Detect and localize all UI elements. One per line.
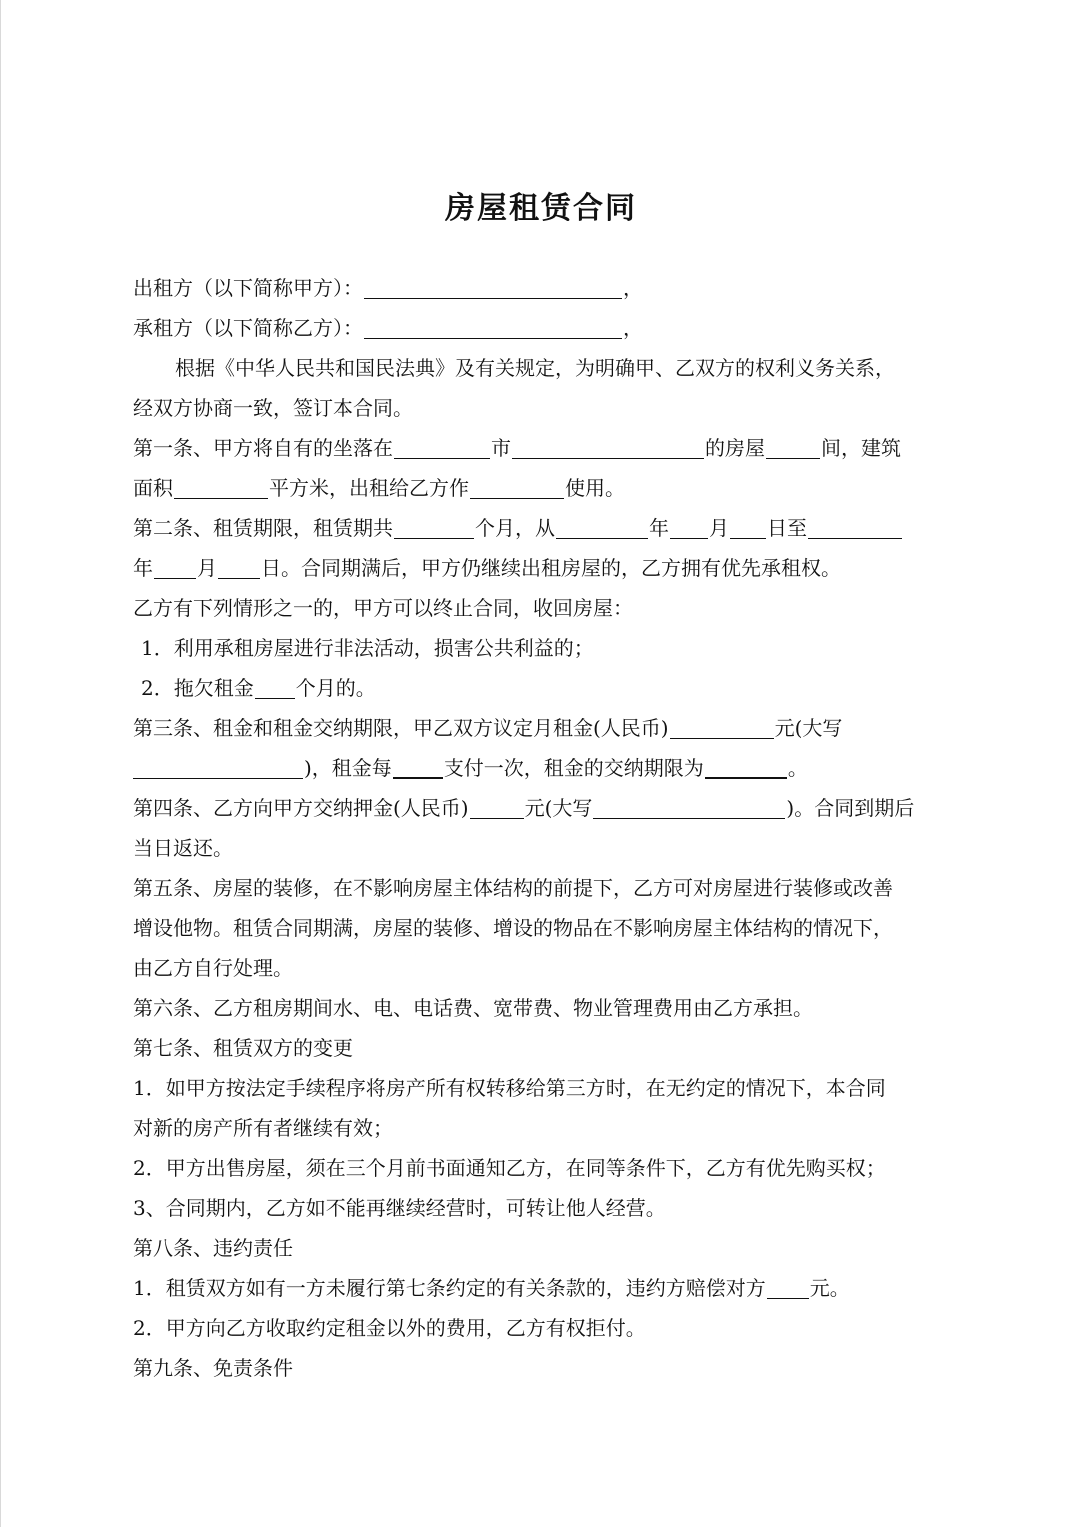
article-3-line-1: [133, 708, 949, 748]
terminate-item-2-text-a: 2．拖欠租金: [141, 676, 254, 700]
article-1-text-3: 的房屋: [705, 436, 765, 460]
article-7-heading: 第七条、租赁双方的变更: [133, 1036, 353, 1060]
article-2-text-7: 月: [197, 556, 217, 580]
article-8-item-1-text-b: 元。: [809, 1276, 850, 1300]
article-2-text-3: 年: [649, 516, 669, 540]
party-a-label: 出租方（以下简称甲方）：: [133, 276, 363, 300]
article-1-line-2: [133, 468, 949, 508]
terminate-item-1: 1．利用承租房屋进行非法活动，损害公共利益的；: [141, 636, 594, 660]
article-6: 第六条、乙方租房期间水、电、电话费、宽带费、物业管理费用由乙方承担。: [133, 996, 813, 1020]
terminate-item-2: [133, 668, 949, 708]
article-1-text-5: 面积: [133, 476, 173, 500]
article-1-text-7: 使用。: [565, 476, 625, 500]
article-4-text-2: 元(大写: [524, 796, 593, 820]
start-month-blank: [670, 512, 708, 539]
deposit-blank: [470, 792, 524, 819]
usage-blank: [470, 472, 564, 499]
article-3-text-1: 第三条、租金和租金交纳期限，甲乙双方议定月租金(人民币): [133, 716, 669, 740]
article-1-text-4: 间，建筑: [821, 436, 901, 460]
months-blank: [394, 512, 474, 539]
article-9-heading: 第九条、免责条件: [133, 1356, 293, 1380]
article-7-item-2: 2．甲方出售房屋，须在三个月前书面通知乙方，在同等条件下，乙方有优先购买权；: [133, 1156, 886, 1180]
monthly-rent-blank: [670, 712, 774, 739]
article-8-item-1: [133, 1268, 949, 1308]
preamble-line-2: 经双方协商一致，签订本合同。: [133, 396, 413, 420]
rent-words-blank: [133, 752, 303, 779]
article-8-item-2: 2．甲方向乙方收取约定租金以外的费用，乙方有权拒付。: [133, 1316, 646, 1340]
contract-body: [133, 268, 949, 1388]
document-title: 房屋租赁合同: [445, 191, 637, 226]
city-blank: [394, 432, 490, 459]
party-a-line: [133, 268, 949, 308]
article-2-line-2: [133, 548, 949, 588]
end-day-blank: [218, 552, 260, 579]
terminate-item-2-text-b: 个月的。: [295, 676, 376, 700]
article-8-item-1-text-a: 1．租赁双方如有一方未履行第七条约定的有关条款的，违约方赔偿对方: [133, 1276, 766, 1300]
article-2-text-2: 个月，从: [475, 516, 555, 540]
deposit-words-blank: [593, 792, 785, 819]
party-b-blank: [364, 312, 622, 339]
article-3-text-5: 。: [787, 756, 808, 780]
area-blank: [174, 472, 268, 499]
article-4-line-1: [133, 788, 949, 828]
article-5-line-3: 由乙方自行处理。: [133, 956, 293, 980]
article-2-text-6: 年: [133, 556, 153, 580]
party-b-line: [133, 308, 949, 348]
end-year-blank: [808, 512, 902, 539]
article-1-text-6: 平方米，出租给乙方作: [269, 476, 469, 500]
party-a-blank: [364, 272, 622, 299]
article-4-text-1: 第四条、乙方向甲方交纳押金(人民币): [133, 796, 469, 820]
article-7-item-3: 3、合同期内，乙方如不能再继续经营时，可转让他人经营。: [133, 1196, 666, 1220]
article-5-line-1: 第五条、房屋的装修，在不影响房屋主体结构的前提下，乙方可对房屋进行装修或改善: [133, 876, 893, 900]
article-2-text-8: 日。合同期满后，甲方仍继续出租房屋的，乙方拥有优先承租权。: [261, 556, 841, 580]
article-1-text-2: 市: [491, 436, 511, 460]
article-4-text-3: )。合同到期后: [786, 796, 915, 820]
location-blank: [512, 432, 704, 459]
article-3-text-2: 元(大写: [774, 716, 843, 740]
article-3-text-4: 支付一次，租金的交纳期限为: [443, 756, 704, 780]
arrears-months-blank: [255, 672, 295, 699]
penalty-blank: [767, 1272, 809, 1299]
article-2-line-1: [133, 508, 949, 548]
pay-period-blank: [393, 751, 443, 779]
article-4-line-2: 当日返还。: [133, 836, 233, 860]
party-b-label: 承租方（以下简称乙方）：: [133, 316, 363, 340]
article-3-text-3: )，租金每: [304, 756, 392, 780]
pay-deadline-blank: [705, 751, 787, 779]
article-1-text-1: 第一条、甲方将自有的坐落在: [133, 436, 393, 460]
start-day-blank: [730, 512, 766, 539]
article-7-item-1-line-2: 对新的房产所有者继续有效；: [133, 1116, 393, 1140]
article-2-text-4: 月: [709, 516, 729, 540]
article-2-text-1: 第二条、租赁期限，租赁期共: [133, 516, 393, 540]
party-b-end: ，: [623, 316, 643, 340]
start-year-blank: [556, 512, 648, 539]
article-5-line-2: 增设他物。租赁合同期满，房屋的装修、增设的物品在不影响房屋主体结构的情况下，: [133, 916, 893, 940]
article-8-heading: 第八条、违约责任: [133, 1236, 293, 1260]
article-7-item-1-line-1: 1．如甲方按法定手续程序将房产所有权转移给第三方时，在无约定的情况下，本合同: [133, 1076, 886, 1100]
article-2-text-5: 日至: [767, 516, 807, 540]
preamble-line-1: 根据《中华人民共和国民法典》及有关规定，为明确甲、乙双方的权利义务关系，: [175, 356, 895, 380]
terminate-line: 乙方有下列情形之一的，甲方可以终止合同，收回房屋：: [133, 596, 633, 620]
end-month-blank: [154, 552, 196, 579]
article-1-line-1: [133, 428, 949, 468]
rooms-blank: [766, 432, 820, 459]
party-a-end: ，: [623, 276, 643, 300]
article-3-line-2: [133, 748, 949, 788]
